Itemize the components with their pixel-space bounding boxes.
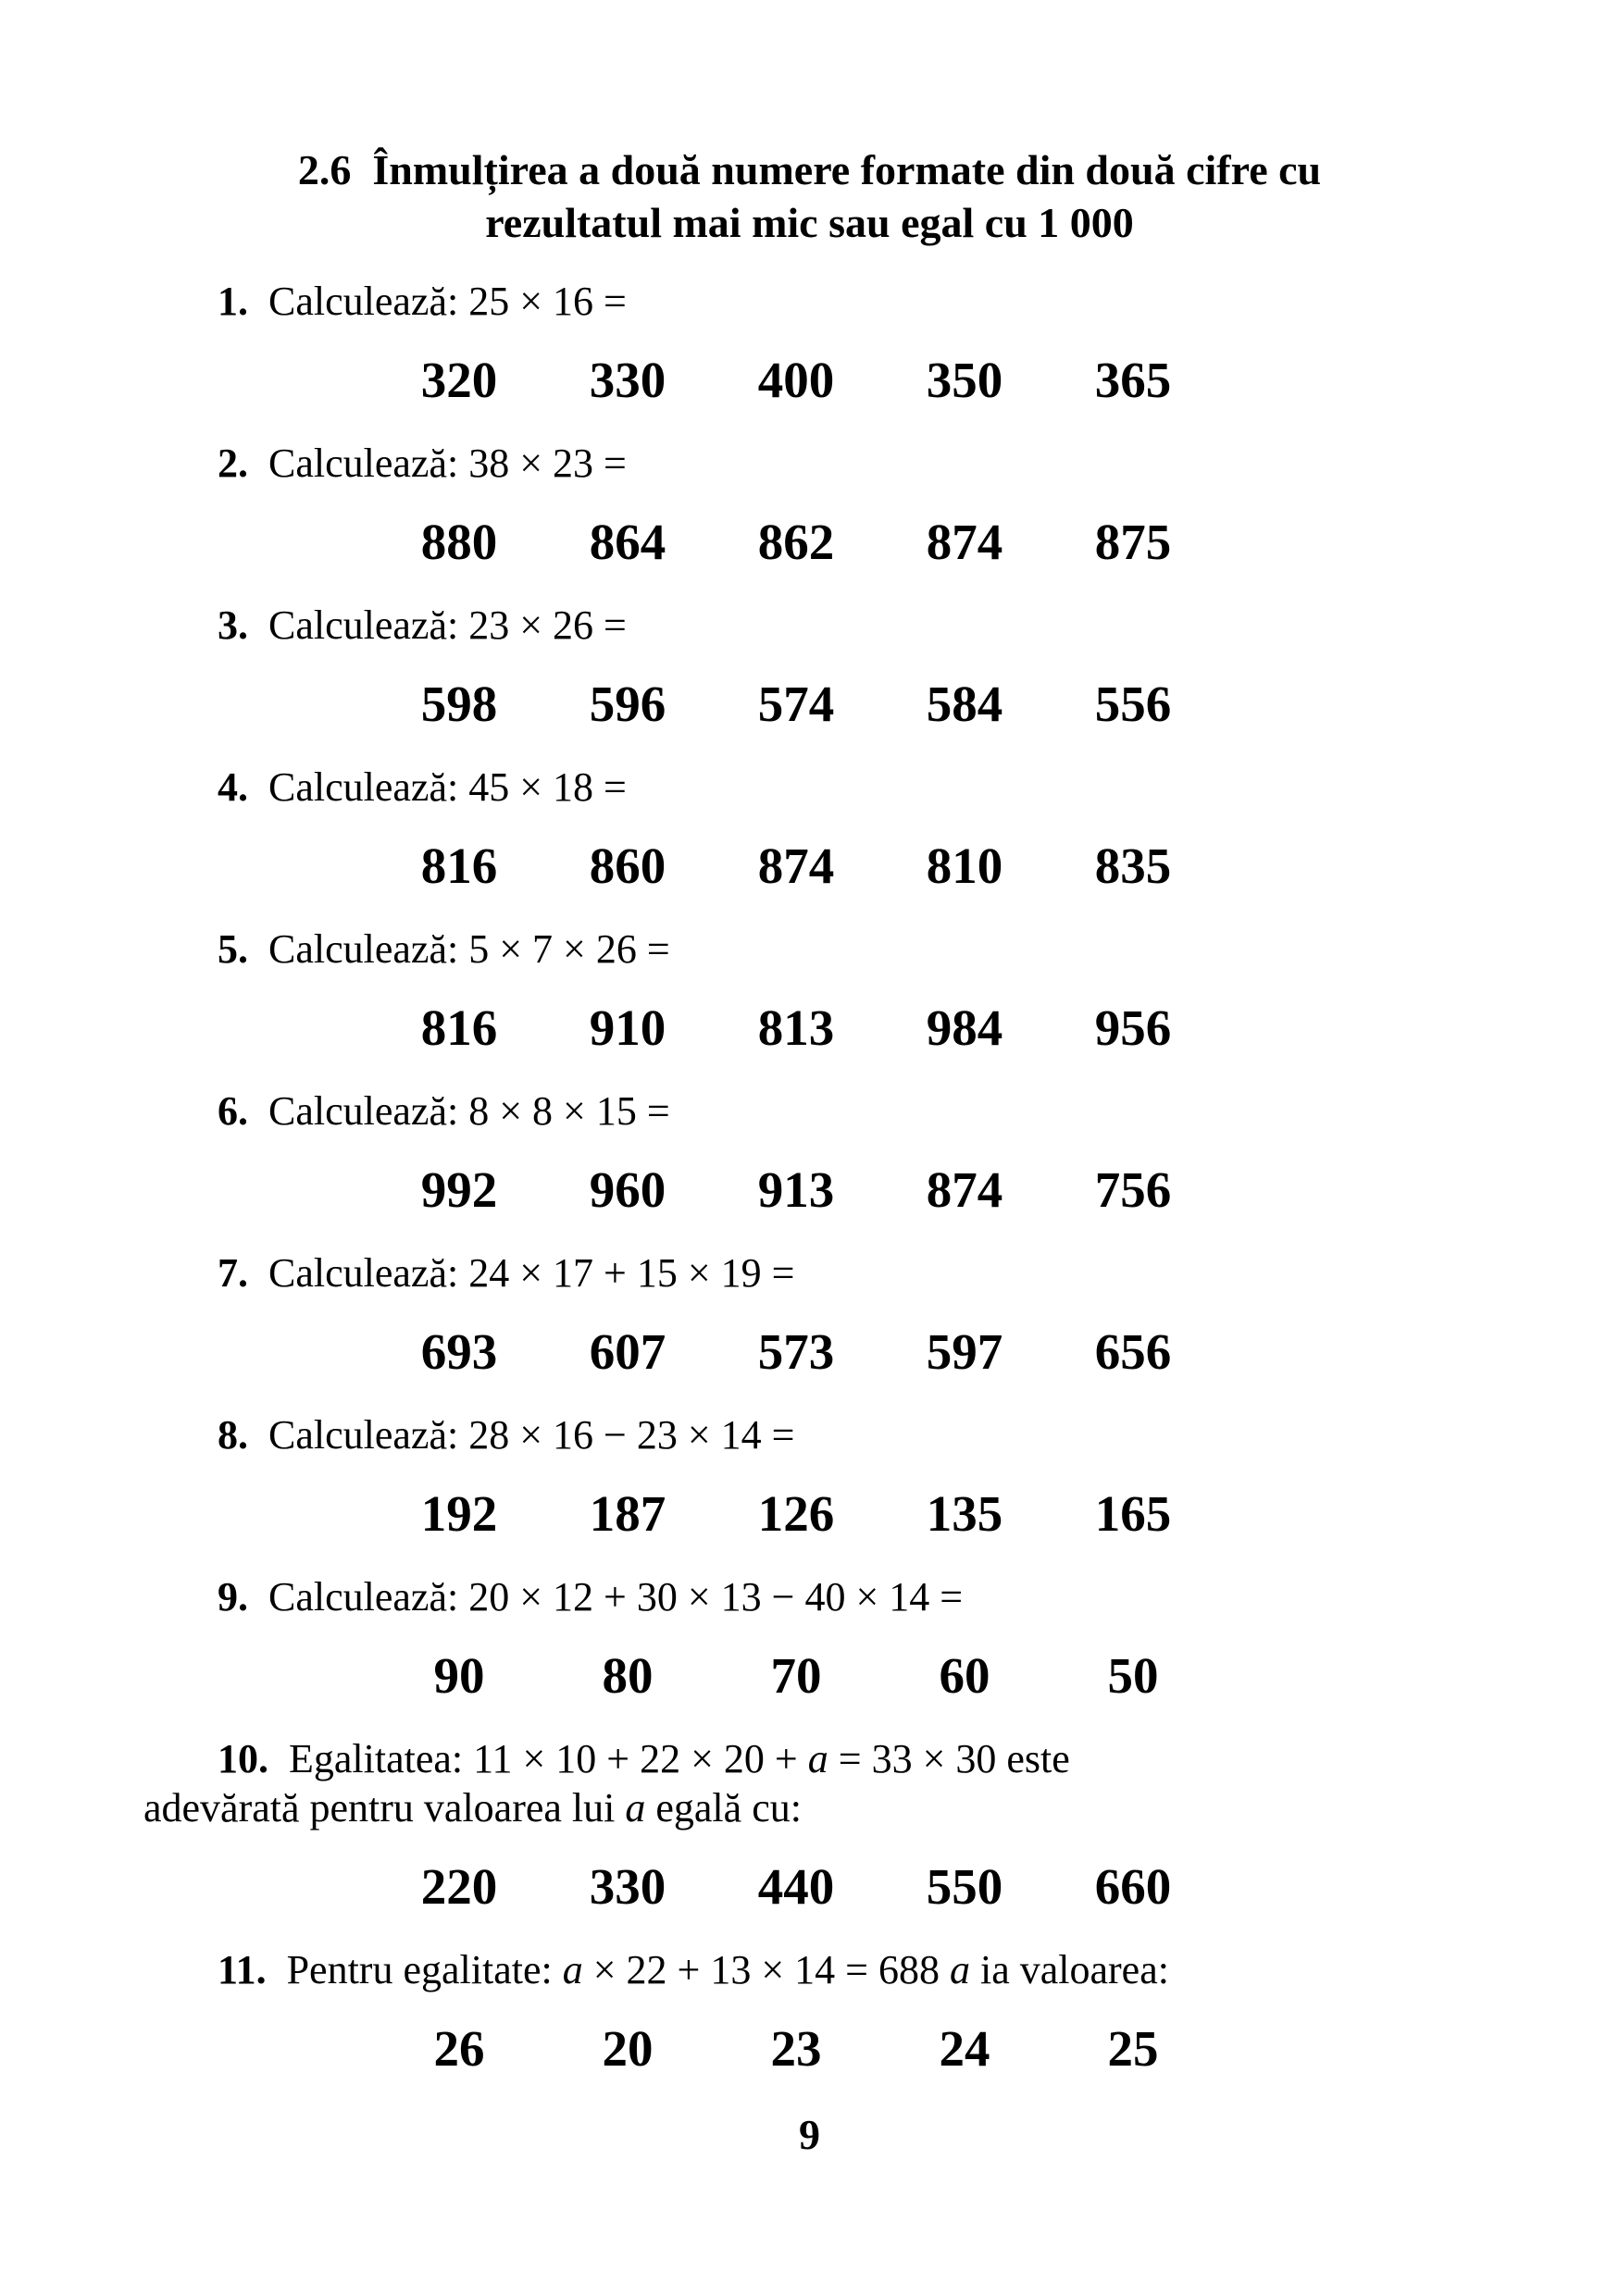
exercise-number: 1. [218, 279, 248, 324]
exercise-problem [143, 925, 1508, 974]
answer-option: 816 [420, 838, 498, 894]
exercise-text-segment: Calculează: 8 × 8 × 15 = [268, 1088, 670, 1134]
exercise-text [268, 1088, 670, 1134]
answer-option: 874 [926, 514, 1003, 570]
exercise-number: 2. [218, 441, 248, 486]
answer-option: 693 [420, 1323, 498, 1380]
exercise-text-segment: adevărată pentru valoarea lui [143, 1785, 626, 1831]
answer-option: 50 [1107, 1647, 1159, 1704]
answer-option: 956 [1094, 999, 1172, 1056]
answer-option: 607 [589, 1323, 666, 1380]
exercise-text [143, 1736, 1070, 1831]
exercise-text-segment: Calculează: 45 × 18 = [268, 764, 627, 810]
exercise-problem [143, 1945, 1508, 1994]
page-number: 9 [799, 2111, 820, 2158]
math-variable: a [949, 1947, 970, 1992]
exercise-text-segment: ia valoarea: [969, 1947, 1169, 1992]
answer-option: 550 [926, 1858, 1003, 1915]
answer-option: 330 [589, 1858, 666, 1915]
exercise-text [268, 1574, 963, 1620]
answer-option: 984 [926, 999, 1003, 1056]
answer-option: 187 [589, 1485, 666, 1542]
answer-option: 330 [589, 352, 666, 408]
answer-option: 574 [757, 676, 835, 732]
exercise [143, 1572, 1508, 1706]
answer-option: 60 [939, 1647, 990, 1704]
answer-option: 913 [757, 1161, 835, 1218]
answer-option: 400 [757, 352, 835, 408]
answer-option: 810 [926, 838, 1003, 894]
options-row [375, 512, 1217, 573]
answer-option: 598 [420, 676, 498, 732]
answer-option: 860 [589, 838, 666, 894]
exercise-text-segment: egală cu: [645, 1785, 802, 1831]
answer-option: 862 [757, 514, 835, 570]
answer-option: 573 [757, 1323, 835, 1380]
exercise-number: 9. [218, 1574, 248, 1620]
answer-option: 320 [420, 352, 498, 408]
answer-option: 813 [757, 999, 835, 1056]
math-variable: a [562, 1947, 583, 1992]
exercise-list [0, 277, 1619, 2079]
title-line-1: 2.6 Înmulțirea a două numere formate din două cifre cu [297, 146, 1322, 193]
exercise-text-segment: Calculează: 20 × 12 + 30 × 13 − 40 × 14 = [268, 1574, 964, 1620]
options-row [375, 1160, 1217, 1221]
exercise [143, 277, 1508, 411]
exercise-problem [143, 277, 1508, 326]
exercise [143, 1086, 1508, 1221]
exercise-text-segment: Calculează: 5 × 7 × 26 = [268, 926, 670, 972]
answer-option: 874 [926, 1161, 1003, 1218]
exercise-text-segment: Pentru egalitate: [286, 1947, 563, 1992]
exercise-problem [143, 1572, 1508, 1621]
options-row [375, 2018, 1217, 2079]
exercise-text-segment: Calculează: 25 × 16 = [268, 279, 627, 324]
answer-option: 910 [589, 999, 666, 1056]
page-title [181, 143, 1439, 249]
answer-option: 90 [433, 1647, 485, 1704]
answer-option: 756 [1094, 1161, 1172, 1218]
exercise-text-segment: Calculează: 24 × 17 + 15 × 19 = [268, 1250, 795, 1296]
exercise-problem [143, 601, 1508, 650]
answer-option: 70 [770, 1647, 822, 1704]
answer-option: 220 [420, 1858, 498, 1915]
options-row [375, 1856, 1217, 1917]
exercise [143, 601, 1508, 735]
answer-option: 660 [1094, 1858, 1172, 1915]
options-row [375, 1483, 1217, 1545]
exercise [143, 1945, 1508, 2079]
exercise-problem [143, 1248, 1508, 1297]
answer-option: 24 [939, 2020, 990, 2077]
exercise-number: 5. [218, 926, 248, 972]
exercise [143, 763, 1508, 897]
exercise-text [268, 764, 627, 810]
answer-option: 597 [926, 1323, 1003, 1380]
answer-option: 25 [1107, 2020, 1159, 2077]
answer-option: 992 [420, 1161, 498, 1218]
answer-option: 135 [926, 1485, 1003, 1542]
answer-option: 656 [1094, 1323, 1172, 1380]
answer-option: 80 [602, 1647, 654, 1704]
exercise-number: 8. [218, 1412, 248, 1458]
exercise-text [287, 1947, 1169, 1992]
exercise-text-segment: Calculează: 23 × 26 = [268, 602, 627, 648]
answer-option: 23 [770, 2020, 822, 2077]
answer-option: 596 [589, 676, 666, 732]
answer-option: 816 [420, 999, 498, 1056]
exercise-problem [143, 439, 1508, 488]
options-row [375, 350, 1217, 411]
exercise-text [268, 602, 627, 648]
options-row [375, 1322, 1217, 1383]
exercise-text [268, 279, 627, 324]
answer-option: 350 [926, 352, 1003, 408]
answer-option: 584 [926, 676, 1003, 732]
exercise [143, 1734, 1508, 1917]
exercise-problem [143, 763, 1508, 812]
exercise-number: 11. [218, 1947, 267, 1992]
answer-option: 835 [1094, 838, 1172, 894]
options-row [375, 836, 1217, 897]
exercise [143, 1410, 1508, 1545]
math-variable: a [625, 1785, 646, 1831]
answer-option: 440 [757, 1858, 835, 1915]
exercise-problem [143, 1410, 1508, 1459]
exercise [143, 1248, 1508, 1383]
answer-option: 365 [1094, 352, 1172, 408]
exercise-text [268, 926, 670, 972]
answer-option: 165 [1094, 1485, 1172, 1542]
exercise [143, 439, 1508, 573]
answer-option: 874 [757, 838, 835, 894]
exercise-number: 4. [218, 764, 248, 810]
exercise-number: 3. [218, 602, 248, 648]
options-row [375, 998, 1217, 1059]
exercise-text-segment: Calculează: 38 × 23 = [268, 441, 627, 486]
exercise-problem [143, 1734, 1508, 1832]
exercise-text-segment: × 22 + 13 × 14 = 688 [582, 1947, 950, 1992]
exercise-number: 6. [218, 1088, 248, 1134]
options-row [375, 674, 1217, 735]
math-variable: a [807, 1736, 828, 1781]
exercise-number: 10. [218, 1736, 268, 1781]
title-line-2: rezultatul mai mic sau egal cu 1 000 [485, 199, 1134, 246]
answer-option: 880 [420, 514, 498, 570]
exercise-text-segment: Egalitatea: 11 × 10 + 22 × 20 + [289, 1736, 808, 1781]
answer-option: 875 [1094, 514, 1172, 570]
answer-option: 26 [433, 2020, 485, 2077]
exercise-text [268, 1412, 794, 1458]
exercise-text [268, 1250, 794, 1296]
answer-option: 20 [602, 2020, 654, 2077]
answer-option: 192 [420, 1485, 498, 1542]
options-row [375, 1645, 1217, 1706]
exercise-text-segment: = 33 × 30 este [828, 1736, 1070, 1781]
answer-option: 126 [757, 1485, 835, 1542]
exercise-problem [143, 1086, 1508, 1136]
answer-option: 960 [589, 1161, 666, 1218]
answer-option: 556 [1094, 676, 1172, 732]
exercise-text-segment: Calculează: 28 × 16 − 23 × 14 = [268, 1412, 795, 1458]
exercise-text [268, 441, 627, 486]
exercise-number: 7. [218, 1250, 248, 1296]
answer-option: 864 [589, 514, 666, 570]
exercise [143, 925, 1508, 1059]
